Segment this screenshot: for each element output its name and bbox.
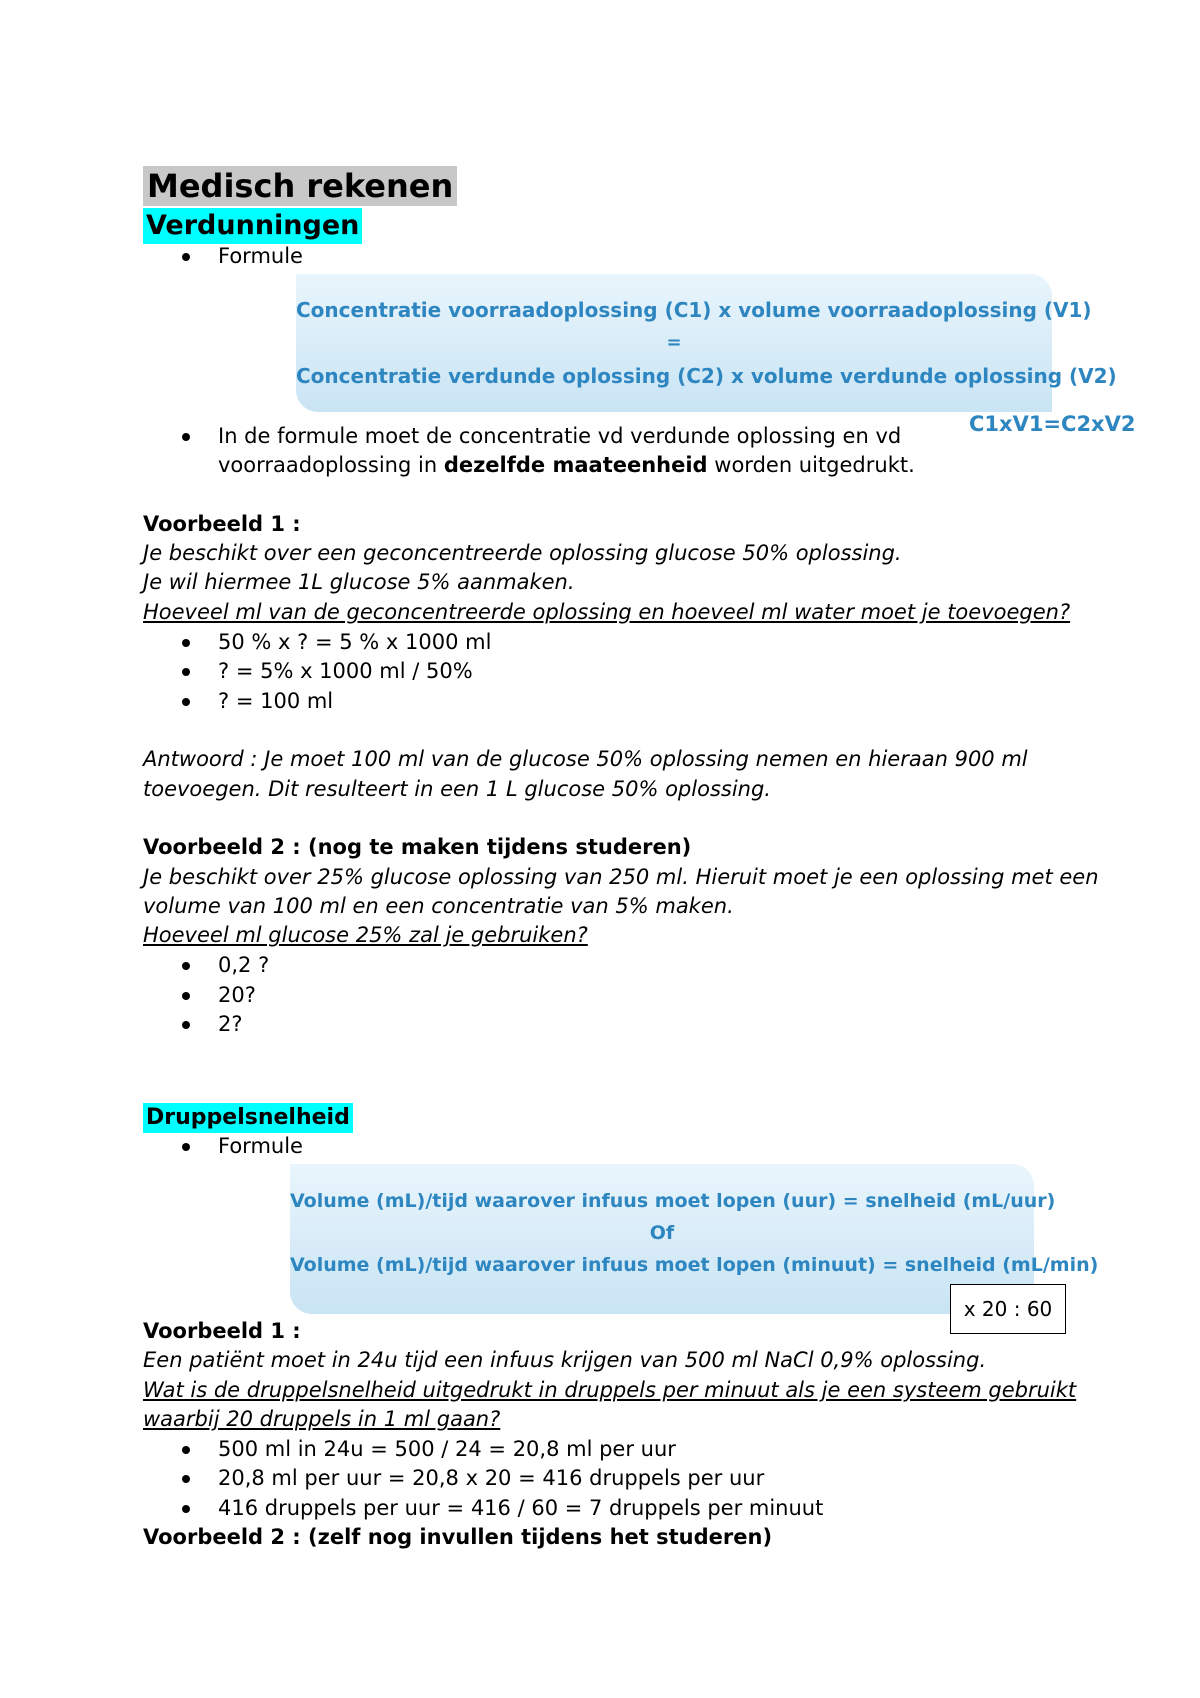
formula-line: Concentratie verdunde oplossing (C2) x volume verdunde oplossing (V2) [296, 364, 1117, 388]
example-heading: Voorbeeld 2 : (zelf nog invullen tijdens het studeren) [143, 1525, 773, 1549]
page-title: Medisch rekenen [143, 166, 457, 206]
formula-line: Concentratie voorraadoplossing (C1) x volume voorraadoplossing (V1) [296, 298, 1092, 322]
example-question: Hoeveel ml van de geconcentreerde oplossing en hoeveel ml water moet je toevoegen? [143, 600, 1071, 624]
formula-line: Volume (mL)/tijd waarover infuus moet lopen (uur) = snelheid (mL/uur) [290, 1190, 1056, 1212]
example-question: Hoeveel ml glucose 25% zal je gebruiken? [143, 923, 588, 947]
example-question: Wat is de druppelsnelheid uitgedrukt in druppels per minuut als je een systeem gebruikt [143, 1378, 1077, 1402]
section-heading-druppelsnelheid: Druppelsnelheid [143, 1103, 353, 1133]
formula-label: Formule [218, 244, 303, 268]
section-heading-verdunningen: Verdunningen [143, 208, 362, 244]
note-emphasis: dezelfde maateenheid [443, 453, 708, 477]
option-text: 0,2 ? [218, 953, 270, 977]
step-text: 20,8 ml per uur = 20,8 x 20 = 416 druppels per uur [218, 1466, 765, 1490]
bullet-icon [182, 1446, 190, 1454]
bullet-icon [182, 992, 190, 1000]
bullet-icon [182, 668, 190, 676]
step-text: 416 druppels per uur = 416 / 60 = 7 druppels per minuut [218, 1496, 824, 1520]
formula-label: Formule [218, 1134, 303, 1158]
example-text: Een patiënt moet in 24u tijd een infuus krijgen van 500 ml NaCl 0,9% oplossing. [143, 1348, 987, 1372]
bullet-icon [182, 1505, 190, 1513]
example-heading: Voorbeeld 2 : (nog te maken tijdens studeren) [143, 835, 692, 859]
answer-text: toevoegen. Dit resulteert in een 1 L glucose 50% oplossing. [143, 777, 771, 801]
option-text: 20? [218, 983, 256, 1007]
note-line: In de formule moet de concentratie vd verdunde oplossing en vd [218, 424, 902, 448]
short-formula: C1xV1=C2xV2 [969, 412, 1136, 436]
bullet-icon [182, 962, 190, 970]
bullet-icon [182, 639, 190, 647]
answer-text: Antwoord : Je moet 100 ml van de glucose 50% oplossing nemen en hieraan 900 ml [143, 747, 1028, 771]
note-text: voorraadoplossing in [218, 453, 444, 477]
step-text: 50 % x ? = 5 % x 1000 ml [218, 630, 492, 654]
formula-equals: = [666, 332, 682, 353]
bullet-icon [182, 698, 190, 706]
example-text: Je beschikt over een geconcentreerde oplossing glucose 50% oplossing. [143, 541, 902, 565]
conversion-note-box: x 20 : 60 [950, 1284, 1066, 1334]
formula-box-dilution [296, 274, 1117, 412]
bullet-icon [182, 433, 190, 441]
note-text: worden uitgedrukt. [707, 453, 915, 477]
bullet-icon [182, 253, 190, 261]
option-text: 2? [218, 1012, 243, 1036]
example-heading: Voorbeeld 1 : [143, 1319, 301, 1343]
formula-line: Volume (mL)/tijd waarover infuus moet lopen (minuut) = snelheid (mL/min) [290, 1254, 1099, 1276]
example-question: waarbij 20 druppels in 1 ml gaan? [143, 1407, 501, 1431]
formula-box-drip-rate [290, 1164, 1099, 1314]
example-text: volume van 100 ml en een concentratie van 5% maken. [143, 894, 734, 918]
bullet-icon [182, 1143, 190, 1151]
formula-or: Of [649, 1222, 675, 1244]
example-text: Je wil hiermee 1L glucose 5% aanmaken. [143, 570, 575, 594]
example-heading: Voorbeeld 1 : [143, 512, 301, 536]
bullet-icon [182, 1021, 190, 1029]
example-text: Je beschikt over 25% glucose oplossing van 250 ml. Hieruit moet je een oplossing met een [143, 865, 1099, 889]
step-text: ? = 100 ml [218, 689, 334, 713]
note-line [218, 451, 915, 480]
bullet-icon [182, 1475, 190, 1483]
step-text: ? = 5% x 1000 ml / 50% [218, 659, 473, 683]
step-text: 500 ml in 24u = 500 / 24 = 20,8 ml per uur [218, 1437, 676, 1461]
